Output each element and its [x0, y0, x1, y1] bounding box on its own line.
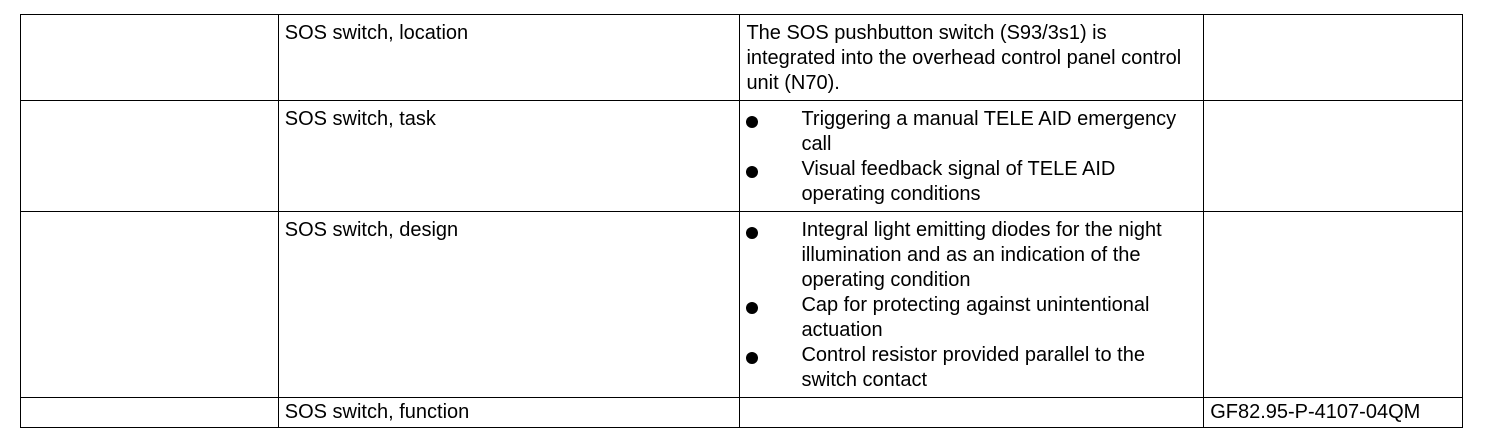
table-row [21, 212, 1463, 398]
reference-cell [1204, 15, 1463, 101]
topic-cell: SOS switch, function [278, 398, 740, 428]
list-item-text: Cap for protecting against unintentional actuation [801, 294, 1150, 341]
empty-cell [21, 15, 279, 101]
bullet-icon [746, 302, 758, 314]
topic-cell: SOS switch, task [278, 101, 740, 212]
list-item-text: Integral light emitting diodes for the night illumination and as an indication of the operating condition [801, 219, 1162, 291]
empty-cell [21, 398, 279, 428]
list-item [746, 293, 1197, 343]
description-cell [740, 101, 1204, 212]
description-cell [740, 212, 1204, 398]
bullet-icon [746, 227, 758, 239]
topic-cell: SOS switch, design [278, 212, 740, 398]
document-table [20, 14, 1463, 428]
empty-cell [21, 212, 279, 398]
list-item [746, 343, 1197, 393]
reference-cell[interactable]: GF82.95-P-4107-04QM [1204, 398, 1463, 428]
bullet-list [746, 107, 1197, 207]
table-row [21, 101, 1463, 212]
topic-cell: SOS switch, location [278, 15, 740, 101]
description-cell [740, 398, 1204, 428]
description-cell: The SOS pushbutton switch (S93/3s1) is integrated into the overhead control panel control unit (N70). [740, 15, 1204, 101]
table-row [21, 15, 1463, 101]
list-item [746, 107, 1197, 157]
empty-cell [21, 101, 279, 212]
bullet-icon [746, 116, 758, 128]
table-row [21, 398, 1463, 428]
bullet-list [746, 218, 1197, 393]
list-item [746, 157, 1197, 207]
bullet-icon [746, 352, 758, 364]
list-item-text: Visual feedback signal of TELE AID operating conditions [801, 158, 1116, 205]
list-item [746, 218, 1197, 293]
list-item-text: Triggering a manual TELE AID emergency call [801, 108, 1177, 155]
bullet-icon [746, 166, 758, 178]
reference-cell [1204, 212, 1463, 398]
list-item-text: Control resistor provided parallel to the switch contact [801, 344, 1145, 391]
reference-cell [1204, 101, 1463, 212]
